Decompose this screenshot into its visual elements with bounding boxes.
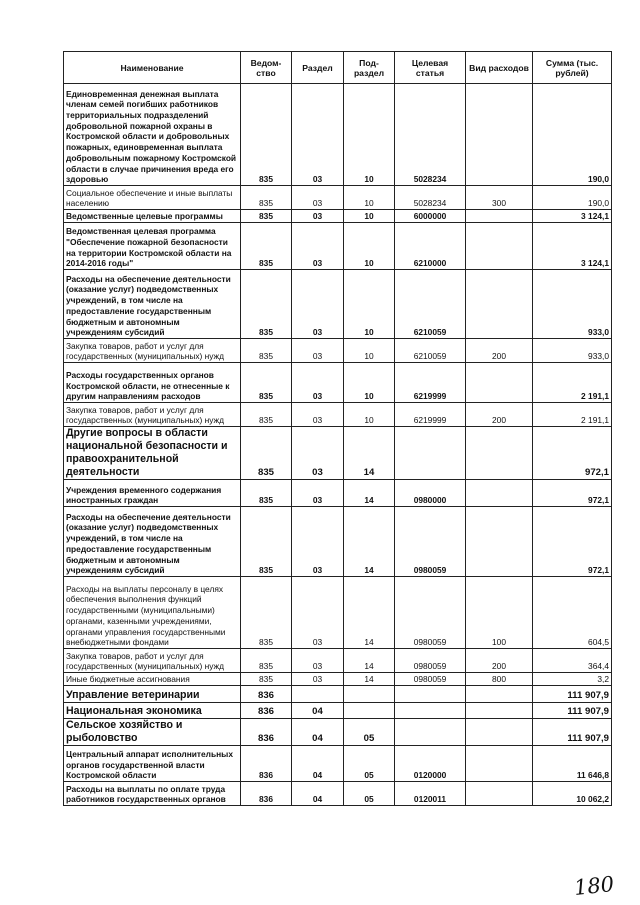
row-name: Расходы на выплаты персоналу в целях обеспечения выполнения функций государственными (муниципальными) органами, казенными учреждениями, органами управления государственными внебюджетными фондами — [64, 577, 241, 649]
row-amount: 10 062,2 — [533, 782, 612, 806]
row-target — [395, 719, 466, 746]
row-dept: 835 — [241, 649, 292, 673]
row-name: Расходы на выплаты по оплате труда работников государственных органов — [64, 782, 241, 806]
row-dept: 835 — [241, 427, 292, 480]
row-type — [466, 84, 533, 186]
row-section: 03 — [292, 427, 344, 480]
row-subsection: 10 — [344, 339, 395, 363]
budget-table — [63, 51, 612, 806]
table-row — [64, 363, 612, 403]
row-target: 6219999 — [395, 403, 466, 427]
table-row — [64, 703, 612, 719]
table-row — [64, 673, 612, 686]
row-subsection: 14 — [344, 480, 395, 507]
row-type — [466, 686, 533, 703]
row-name: Ведомственная целевая программа "Обеспечение пожарной безопасности на территории Костромской области на 2014-2016 годы" — [64, 223, 241, 270]
row-amount: 190,0 — [533, 84, 612, 186]
row-type — [466, 210, 533, 223]
table-row — [64, 270, 612, 339]
row-subsection: 10 — [344, 403, 395, 427]
row-section: 03 — [292, 84, 344, 186]
row-dept: 835 — [241, 403, 292, 427]
row-target — [395, 427, 466, 480]
row-amount: 364,4 — [533, 649, 612, 673]
row-target: 6210000 — [395, 223, 466, 270]
row-target: 6000000 — [395, 210, 466, 223]
row-amount: 933,0 — [533, 339, 612, 363]
row-type — [466, 270, 533, 339]
row-section: 04 — [292, 782, 344, 806]
row-subsection: 10 — [344, 210, 395, 223]
row-dept: 836 — [241, 719, 292, 746]
header-section: Раздел — [292, 52, 344, 84]
row-subsection — [344, 703, 395, 719]
row-target: 0980059 — [395, 507, 466, 577]
row-dept: 835 — [241, 210, 292, 223]
row-amount: 2 191,1 — [533, 403, 612, 427]
row-name: Другие вопросы в области национальной безопасности и правоохранительной деятельности — [64, 427, 241, 480]
row-name: Закупка товаров, работ и услуг для государственных (муниципальных) нужд — [64, 649, 241, 673]
table-row — [64, 686, 612, 703]
header-subsection: Под-раздел — [344, 52, 395, 84]
row-subsection: 05 — [344, 782, 395, 806]
row-subsection: 10 — [344, 223, 395, 270]
row-target — [395, 686, 466, 703]
header-amount: Сумма (тыс. рублей) — [533, 52, 612, 84]
row-section: 03 — [292, 223, 344, 270]
row-name: Ведомственные целевые программы — [64, 210, 241, 223]
row-target: 0120000 — [395, 746, 466, 782]
row-subsection: 10 — [344, 186, 395, 210]
header-type: Вид расходов — [466, 52, 533, 84]
row-amount: 111 907,9 — [533, 686, 612, 703]
row-dept: 835 — [241, 186, 292, 210]
table-row — [64, 746, 612, 782]
row-type: 200 — [466, 403, 533, 427]
table-row — [64, 427, 612, 480]
page-number: 180 — [572, 871, 616, 901]
row-subsection: 14 — [344, 649, 395, 673]
row-name: Закупка товаров, работ и услуг для государственных (муниципальных) нужд — [64, 339, 241, 363]
row-amount: 3,2 — [533, 673, 612, 686]
row-dept: 835 — [241, 270, 292, 339]
table-row — [64, 782, 612, 806]
row-section: 03 — [292, 403, 344, 427]
row-target: 5028234 — [395, 84, 466, 186]
row-subsection: 05 — [344, 746, 395, 782]
row-dept: 835 — [241, 507, 292, 577]
row-dept: 836 — [241, 782, 292, 806]
row-subsection: 14 — [344, 427, 395, 480]
header-dept: Ведом-ство — [241, 52, 292, 84]
row-dept: 835 — [241, 363, 292, 403]
row-subsection: 10 — [344, 363, 395, 403]
row-type — [466, 363, 533, 403]
row-dept: 835 — [241, 480, 292, 507]
row-target: 0980000 — [395, 480, 466, 507]
row-dept: 835 — [241, 673, 292, 686]
row-section: 03 — [292, 210, 344, 223]
row-type — [466, 507, 533, 577]
row-target: 6210059 — [395, 339, 466, 363]
row-amount: 972,1 — [533, 480, 612, 507]
row-subsection — [344, 686, 395, 703]
row-amount: 190,0 — [533, 186, 612, 210]
row-section: 03 — [292, 363, 344, 403]
row-type: 200 — [466, 339, 533, 363]
row-amount: 11 646,8 — [533, 746, 612, 782]
row-type: 300 — [466, 186, 533, 210]
row-name: Управление ветеринарии — [64, 686, 241, 703]
row-section: 03 — [292, 507, 344, 577]
row-amount: 2 191,1 — [533, 363, 612, 403]
row-type — [466, 782, 533, 806]
row-section: 03 — [292, 270, 344, 339]
table-row — [64, 403, 612, 427]
row-type — [466, 746, 533, 782]
row-name: Расходы государственных органов Костромской области, не отнесенные к другим направлениям расходов — [64, 363, 241, 403]
row-type: 800 — [466, 673, 533, 686]
table-row — [64, 210, 612, 223]
row-dept: 836 — [241, 686, 292, 703]
row-amount: 972,1 — [533, 507, 612, 577]
row-name: Иные бюджетные ассигнования — [64, 673, 241, 686]
row-type: 200 — [466, 649, 533, 673]
row-section: 04 — [292, 719, 344, 746]
row-section — [292, 686, 344, 703]
row-dept: 835 — [241, 577, 292, 649]
row-name: Расходы на обеспечение деятельности (оказание услуг) подведомственных учреждений, в том числе на предоставление государственным бюджетным и автономным учреждениям субсидий — [64, 270, 241, 339]
row-section: 03 — [292, 480, 344, 507]
row-amount: 111 907,9 — [533, 703, 612, 719]
table-row — [64, 186, 612, 210]
row-type — [466, 223, 533, 270]
row-amount: 972,1 — [533, 427, 612, 480]
row-subsection: 14 — [344, 673, 395, 686]
row-section: 03 — [292, 577, 344, 649]
row-name: Центральный аппарат исполнительных органов государственной власти Костромской области — [64, 746, 241, 782]
row-subsection: 14 — [344, 577, 395, 649]
row-subsection: 05 — [344, 719, 395, 746]
row-amount: 604,5 — [533, 577, 612, 649]
row-dept: 835 — [241, 223, 292, 270]
table-row — [64, 577, 612, 649]
row-target: 0980059 — [395, 649, 466, 673]
row-target: 5028234 — [395, 186, 466, 210]
header-name: Наименование — [64, 52, 241, 84]
row-type — [466, 719, 533, 746]
row-dept: 835 — [241, 339, 292, 363]
row-target: 6210059 — [395, 270, 466, 339]
row-target: 0980059 — [395, 673, 466, 686]
row-section: 04 — [292, 703, 344, 719]
table-row — [64, 339, 612, 363]
row-section: 03 — [292, 649, 344, 673]
table-row — [64, 223, 612, 270]
row-target — [395, 703, 466, 719]
row-target: 0980059 — [395, 577, 466, 649]
row-amount: 3 124,1 — [533, 223, 612, 270]
row-type — [466, 480, 533, 507]
row-target: 6219999 — [395, 363, 466, 403]
row-name: Социальное обеспечение и иные выплаты населению — [64, 186, 241, 210]
row-name: Учреждения временного содержания иностранных граждан — [64, 480, 241, 507]
row-section: 04 — [292, 746, 344, 782]
row-section: 03 — [292, 673, 344, 686]
table-row — [64, 84, 612, 186]
table-row — [64, 507, 612, 577]
row-amount: 933,0 — [533, 270, 612, 339]
table-body — [64, 84, 612, 806]
row-dept: 836 — [241, 746, 292, 782]
row-name: Закупка товаров, работ и услуг для государственных (муниципальных) нужд — [64, 403, 241, 427]
row-dept: 835 — [241, 84, 292, 186]
row-name: Расходы на обеспечение деятельности (оказание услуг) подведомственных учреждений, в том числе на предоставление государственным бюджетным и автономным учреждениям субсидий — [64, 507, 241, 577]
row-section: 03 — [292, 186, 344, 210]
row-amount: 3 124,1 — [533, 210, 612, 223]
row-target: 0120011 — [395, 782, 466, 806]
row-subsection: 14 — [344, 507, 395, 577]
header-target: Целевая статья — [395, 52, 466, 84]
row-subsection: 10 — [344, 84, 395, 186]
row-type: 100 — [466, 577, 533, 649]
row-type — [466, 703, 533, 719]
row-name: Национальная экономика — [64, 703, 241, 719]
row-amount: 111 907,9 — [533, 719, 612, 746]
table-row — [64, 719, 612, 746]
row-section: 03 — [292, 339, 344, 363]
table-header-row — [64, 52, 612, 84]
row-name: Единовременная денежная выплата членам семей погибших работников территориальных подразделений добровольной пожарной охраны в Костромской области и добровольных пожарных, единовременная выплата добровольным пожарному Костромской области в случае причинения вреда его здоровью — [64, 84, 241, 186]
table-row — [64, 649, 612, 673]
row-dept: 836 — [241, 703, 292, 719]
table-row — [64, 480, 612, 507]
row-type — [466, 427, 533, 480]
row-subsection: 10 — [344, 270, 395, 339]
row-name: Сельское хозяйство и рыболовство — [64, 719, 241, 746]
